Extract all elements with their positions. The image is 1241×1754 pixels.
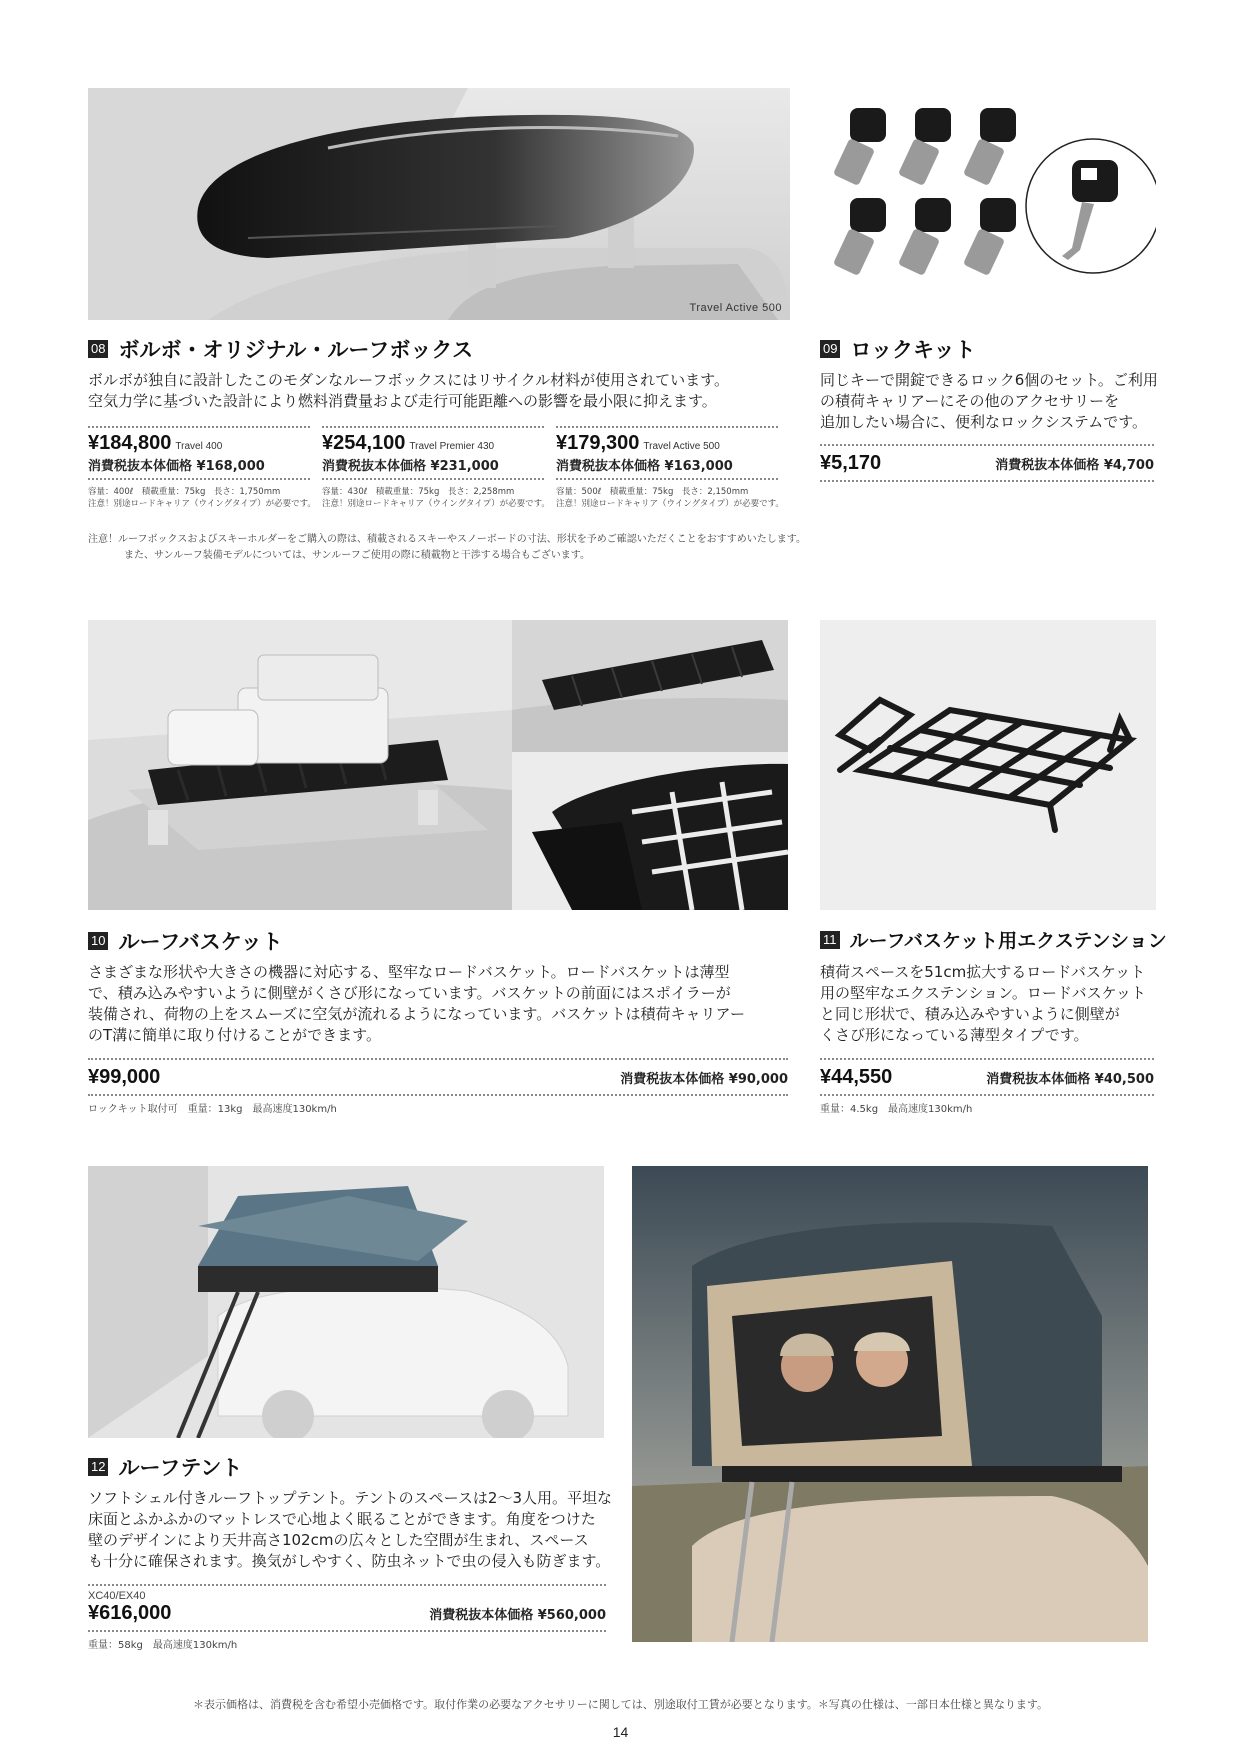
divider xyxy=(322,478,544,480)
divider xyxy=(556,426,778,428)
roof-box-note: 注意！ルーフボックスおよびスキーホルダーをご購入の際は、積載されるスキーやスノーボードの寸法、形状を予めご確認いただくことをおすすめいたします。 また、サンルーフ装備モデルについては、サンルーフご使用の際に積載物と干渉する場合もございます。 xyxy=(88,534,806,561)
tax-excluded-price: 消費税抜本体価格 ¥163,000 xyxy=(556,459,733,474)
variant-spec: 容量：430ℓ 積載重量：75kg 長さ：2,258mm 注意！別途ロードキャリア（ウイングタイプ）が必要です。 xyxy=(322,487,550,509)
item-08-heading xyxy=(88,334,473,364)
price: ¥5,170 xyxy=(820,452,882,474)
item-10-description: さまざまな形状や大きさの機器に対応する、堅牢なロードバスケット。ロードバスケットは薄型 で、積み込みやすいように側壁がくさび形になっています。バスケットの前面にはスポイラーが 装備され、荷物の上をスムーズに空気が流れるようになっています。バスケットは積荷キャリアー のT溝に簡単に取り付けることができます。 xyxy=(88,963,746,1044)
tax-excluded-price: 消費税抜本体価格 ¥231,000 xyxy=(322,459,499,474)
model-name: Travel Active 500 xyxy=(643,441,720,452)
roof-basket-photo-detail xyxy=(512,752,788,910)
item-12-description: ソフトシェル付きルーフトップテント。テントのスペースは2〜3人用。平坦な 床面とふかふかのマットレスで心地よく眠ることができます。角度をつけた 壁のデザインにより天井高さ102cmの広々とした空間が生まれ、スペース も十分に確保されます。換気がしやすく、防虫ネットで虫の侵入も防ぎます。 xyxy=(88,1489,612,1570)
price: ¥44,550 xyxy=(820,1066,893,1088)
item-10-price-row xyxy=(88,1066,788,1089)
divider xyxy=(820,480,1154,482)
item-11-price-row xyxy=(820,1066,1154,1089)
item-title: ロックキット xyxy=(850,338,976,362)
divider xyxy=(322,426,544,428)
item-09-heading xyxy=(820,334,976,364)
roof-basket-photo-top xyxy=(512,620,788,752)
model-name: Travel Premier 430 xyxy=(409,441,495,452)
roof-tent-studio-photo xyxy=(88,1166,604,1438)
item-10-heading xyxy=(88,926,283,956)
divider xyxy=(820,1094,1154,1096)
item-number: 12 xyxy=(88,1458,108,1476)
price: ¥99,000 xyxy=(88,1066,161,1088)
footer-note: ＊表示価格は、消費税を含む希望小売価格です。取付作業の必要なアクセサリーに関しては、別途取付工賃が必要となります。＊写真の仕様は、一部日本仕様と異なります。 xyxy=(192,1698,1049,1711)
item-10-spec: ロックキット取付可 重量：13kg 最高速度130km/h xyxy=(88,1104,337,1115)
item-11-heading xyxy=(820,926,1167,953)
divider xyxy=(88,1630,606,1632)
divider xyxy=(820,444,1154,446)
item-09-description: 同じキーで開錠できるロック6個のセット。ご利用 の積荷キャリアーにその他のアクセサリーを 追加したい場合に、便利なロックシステムです。 xyxy=(820,371,1158,431)
item-12-heading xyxy=(88,1452,242,1482)
photo-caption: Travel Active 500 xyxy=(689,302,782,314)
variant-travel-active-500 xyxy=(556,432,790,474)
item-title: ボルボ・オリジナル・ルーフボックス xyxy=(118,338,474,362)
compatible-models: XC40/EX40 xyxy=(88,1590,146,1602)
basket-extension-photo xyxy=(820,620,1156,910)
lock-kit-photo xyxy=(810,88,1156,320)
roof-basket-photo-main xyxy=(88,620,512,910)
item-number: 10 xyxy=(88,932,108,950)
item-number: 11 xyxy=(820,931,840,949)
item-11-description: 積荷スペースを51cm拡大するロードバスケット 用の堅牢なエクステンション。ロードバスケット と同じ形状で、積み込みやすいように側壁が くさび形になっている薄型タイプです。 xyxy=(820,963,1146,1044)
item-title: ルーフバスケット xyxy=(118,930,283,954)
tax-excluded-price: 消費税抜本体価格 ¥40,500 xyxy=(986,1072,1154,1087)
divider xyxy=(88,1094,788,1096)
variant-travel-400 xyxy=(88,432,318,474)
divider xyxy=(556,478,778,480)
tax-excluded-price: 消費税抜本体価格 ¥168,000 xyxy=(88,459,265,474)
divider xyxy=(88,478,310,480)
model-name: Travel 400 xyxy=(175,441,223,452)
price: ¥254,100 xyxy=(322,432,406,454)
tax-excluded-price: 消費税抜本体価格 ¥90,000 xyxy=(620,1072,788,1087)
divider xyxy=(820,1058,1154,1060)
roof-box-photo xyxy=(88,88,790,320)
item-12-spec: 重量：58kg 最高速度130km/h xyxy=(88,1640,238,1651)
item-09-price-row xyxy=(820,452,1154,475)
divider xyxy=(88,426,310,428)
lock-cylinders-illustration xyxy=(810,88,1156,320)
variant-travel-premier-430 xyxy=(322,432,552,474)
item-08-description xyxy=(88,370,788,412)
roof-tent-lifestyle-photo xyxy=(632,1166,1148,1642)
page-number: 14 xyxy=(612,1724,629,1740)
divider xyxy=(88,1058,788,1060)
tax-excluded-price: 消費税抜本体価格 ¥560,000 xyxy=(429,1608,606,1623)
item-title: ルーフテント xyxy=(118,1456,243,1480)
divider xyxy=(88,1584,606,1586)
item-11-spec: 重量：4.5kg 最高速度130km/h xyxy=(820,1104,973,1115)
price: ¥179,300 xyxy=(556,432,640,454)
price: ¥184,800 xyxy=(88,432,172,454)
variant-spec: 容量：500ℓ 積載重量：75kg 長さ：2,150mm 注意！別途ロードキャリア（ウイングタイプ）が必要です。 xyxy=(556,487,784,509)
item-title: ルーフバスケット用エクステンション xyxy=(849,930,1167,952)
item-number: 09 xyxy=(820,340,840,358)
variant-spec: 容量：400ℓ 積載重量：75kg 長さ：1,750mm 注意！別途ロードキャリア（ウイングタイプ）が必要です。 xyxy=(88,487,316,509)
item-12-price-row xyxy=(88,1602,606,1625)
tax-excluded-price: 消費税抜本体価格 ¥4,700 xyxy=(995,458,1154,473)
price: ¥616,000 xyxy=(88,1602,172,1624)
desc-line: 空気力学に基づいた設計により燃料消費量および走行可能距離への影響を最小限に抑えます。 xyxy=(88,392,717,410)
desc-line: ボルボが独自に設計したこのモダンなルーフボックスにはリサイクル材料が使用されています。 xyxy=(88,371,729,389)
item-number: 08 xyxy=(88,340,108,358)
